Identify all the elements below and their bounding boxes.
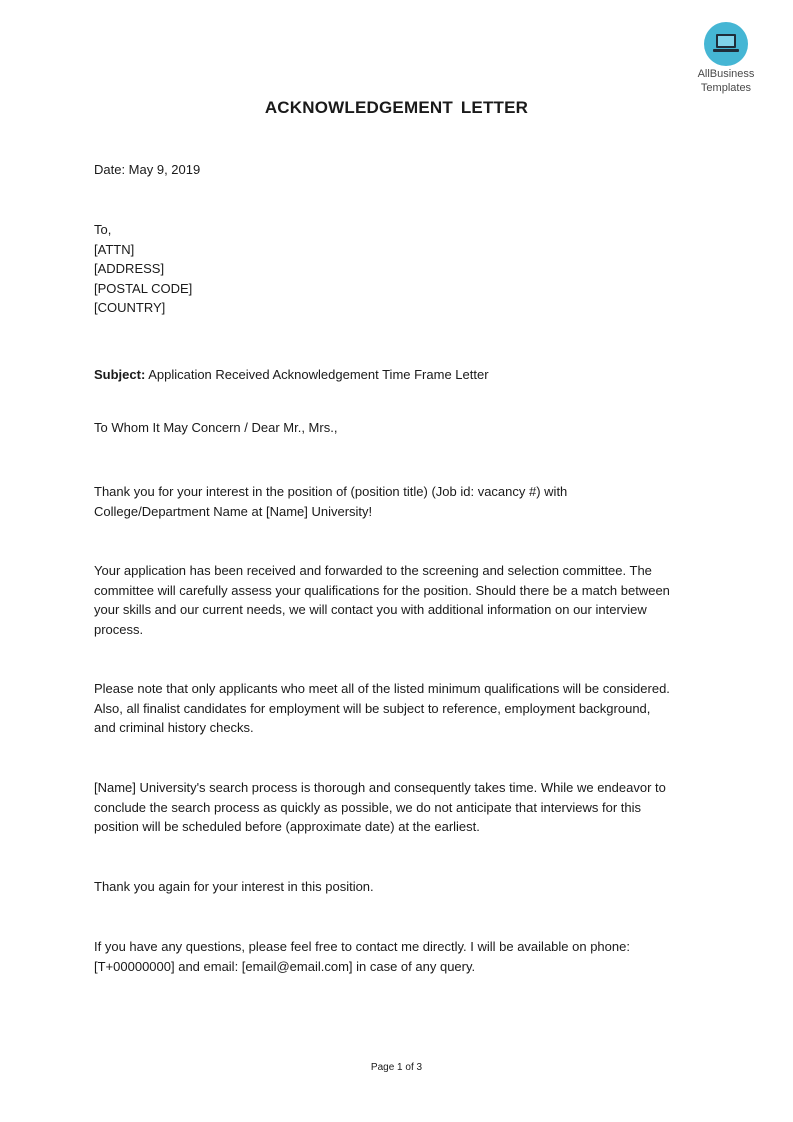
paragraph-line: Also, all finalist candidates for employment will be subject to reference, employment background, <box>94 700 651 716</box>
paragraph-6 <box>94 937 704 976</box>
paragraph-line: process. <box>94 621 144 637</box>
paragraph-line: Please note that only applicants who meet all of the listed minimum qualifications will be considered. <box>94 681 670 696</box>
paragraph-3 <box>94 679 704 738</box>
logo-text-line1: AllBusiness <box>697 68 755 80</box>
paragraph-1 <box>94 482 704 521</box>
address-postal-code: [POSTAL CODE] <box>94 280 193 296</box>
paragraph-5 <box>94 877 704 897</box>
paragraph-line: Thank you again for your interest in this position. <box>94 879 374 894</box>
paragraph-line: your skills and our current needs, we will contact you with additional information on our interview <box>94 602 647 617</box>
paragraph-line: committee will carefully assess your qualifications for the position. Should there be a match between <box>94 582 670 598</box>
paragraph-4 <box>94 778 704 837</box>
letter-title: ACKNOWLEDGEMENT LETTER <box>264 98 529 117</box>
subject-label: Subject: <box>94 367 146 382</box>
paragraph-line: Your application has been received and forwarded to the screening and selection committee. The <box>94 563 652 578</box>
laptop-icon <box>704 22 748 66</box>
subject-line <box>94 365 704 385</box>
address-country: [COUNTRY] <box>94 300 166 315</box>
paragraph-line: conclude the search process as quickly as possible, we do not anticipate that interviews for this <box>94 799 642 815</box>
brand-logo <box>690 22 762 94</box>
letter-date: Date: May 9, 2019 <box>94 162 201 177</box>
paragraph-line: and criminal history checks. <box>94 720 254 735</box>
paragraph-line: [Name] University's search process is thorough and consequently takes time. While we endeavor to <box>94 780 666 795</box>
paragraph-line: College/Department Name at [Name] University! <box>94 503 373 519</box>
subject-text: Application Received Acknowledgement Time Frame Letter <box>145 367 489 382</box>
paragraph-2 <box>94 561 704 639</box>
paragraph-line: position will be scheduled before (approximate date) at the earliest. <box>94 819 480 834</box>
paragraph-line: Thank you for your interest in the position of (position title) (Job id: vacancy #) with <box>94 484 568 499</box>
paragraph-line: If you have any questions, please feel free to contact me directly. I will be available on phone: <box>94 939 630 954</box>
paragraph-line: [T+00000000] and email: [email@email.com] in case of any query. <box>94 958 476 974</box>
logo-text-line2: Templates <box>700 82 752 94</box>
salutation: To Whom It May Concern / Dear Mr., Mrs., <box>94 420 338 435</box>
address-to: To, <box>94 222 112 237</box>
recipient-address <box>94 220 704 318</box>
address-street: [ADDRESS] <box>94 261 165 276</box>
page-number: Page 1 of 3 <box>370 1062 423 1073</box>
address-attn: [ATTN] <box>94 241 135 257</box>
